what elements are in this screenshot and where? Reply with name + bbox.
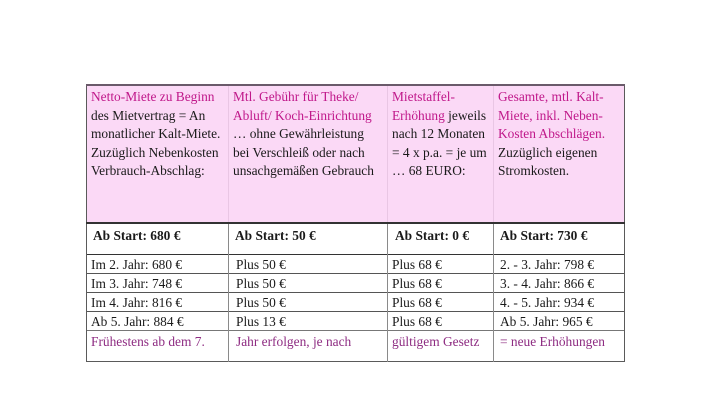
- header-text-line: nach 12 Monaten: [392, 126, 485, 142]
- start-values-row: [87, 223, 625, 255]
- table-cell: Ab 5. Jahr: 965 €: [494, 312, 625, 331]
- footer-note-cell: gültigem Gesetz: [388, 331, 494, 362]
- header-text-line: des Mietvertrag = An: [91, 107, 206, 123]
- header-total-rent-title: Gesamte, mtl. Kalt-: [498, 89, 604, 104]
- table-cell: 4. - 5. Jahr: 934 €: [494, 293, 625, 312]
- table-cell: Plus 68 €: [388, 293, 494, 312]
- header-text-line: Zuzüglich eigenen: [498, 144, 598, 160]
- header-text-line: … ohne Gewährleistung: [233, 126, 364, 142]
- header-total-rent-title: Miete, inkl. Neben-: [498, 107, 603, 123]
- table-cell: Im 2. Jahr: 680 €: [87, 255, 229, 274]
- header-equipment-fee: [229, 85, 388, 223]
- table-row: [87, 293, 625, 312]
- table-cell: Ab Start: 680 €: [87, 223, 229, 255]
- header-net-rent: [87, 85, 229, 223]
- header-net-rent-title: Netto-Miete zu Beginn: [91, 89, 215, 104]
- footer-note-row: [87, 331, 625, 362]
- table-cell: Plus 13 €: [229, 312, 388, 331]
- header-rent-increase-title: Erhöhung: [392, 107, 445, 123]
- table-row: [87, 312, 625, 331]
- header-total-rent: [494, 85, 625, 223]
- header-text-fragment: jeweils: [444, 107, 487, 123]
- header-text-line: Verbrauch-Abschlag:: [91, 163, 205, 179]
- footer-note-cell: Jahr erfolgen, je nach: [229, 331, 388, 362]
- table-cell: Plus 50 €: [229, 274, 388, 293]
- header-text-line: unsachgemäßen Gebrauch: [233, 163, 374, 179]
- table-cell: Im 4. Jahr: 816 €: [87, 293, 229, 312]
- table-row: [87, 274, 625, 293]
- table-cell: Plus 68 €: [388, 274, 494, 293]
- header-rent-increase: [388, 85, 494, 223]
- table-cell: Ab Start: 730 €: [494, 223, 625, 255]
- header-text-line: monatlicher Kalt-Miete.: [91, 126, 221, 142]
- table-row: [87, 255, 625, 274]
- header-text-line: bei Verschleiß oder nach: [233, 144, 365, 160]
- table-cell: Im 3. Jahr: 748 €: [87, 274, 229, 293]
- table-cell: Ab 5. Jahr: 884 €: [87, 312, 229, 331]
- header-text-line: Zuzüglich Nebenkosten: [91, 144, 219, 160]
- footer-note-cell: Frühestens ab dem 7.: [87, 331, 229, 362]
- table-cell: Plus 68 €: [388, 255, 494, 274]
- header-text-line: Stromkosten.: [498, 163, 570, 179]
- header-text-line: [392, 107, 490, 126]
- footer-note-cell: = neue Erhöhungen: [494, 331, 625, 362]
- header-total-rent-title: Kosten Abschlägen.: [498, 126, 606, 142]
- table-cell: Plus 68 €: [388, 312, 494, 331]
- header-row: [87, 85, 625, 223]
- header-text-line: = 4 x p.a. = je um: [392, 144, 487, 160]
- table-cell: Ab Start: 0 €: [388, 223, 494, 255]
- table-cell: 3. - 4. Jahr: 866 €: [494, 274, 625, 293]
- table-cell: Plus 50 €: [229, 255, 388, 274]
- rent-schedule-table: [86, 84, 625, 362]
- table-cell: Ab Start: 50 €: [229, 223, 388, 255]
- header-rent-increase-title: Mietstaffel-: [392, 89, 455, 104]
- table-cell: Plus 50 €: [229, 293, 388, 312]
- header-text-line: … 68 EURO:: [392, 163, 466, 179]
- header-equipment-fee-title: Mtl. Gebühr für Theke/: [233, 89, 359, 104]
- header-equipment-fee-title: Abluft/ Koch-Einrichtung: [233, 107, 372, 123]
- table-cell: 2. - 3. Jahr: 798 €: [494, 255, 625, 274]
